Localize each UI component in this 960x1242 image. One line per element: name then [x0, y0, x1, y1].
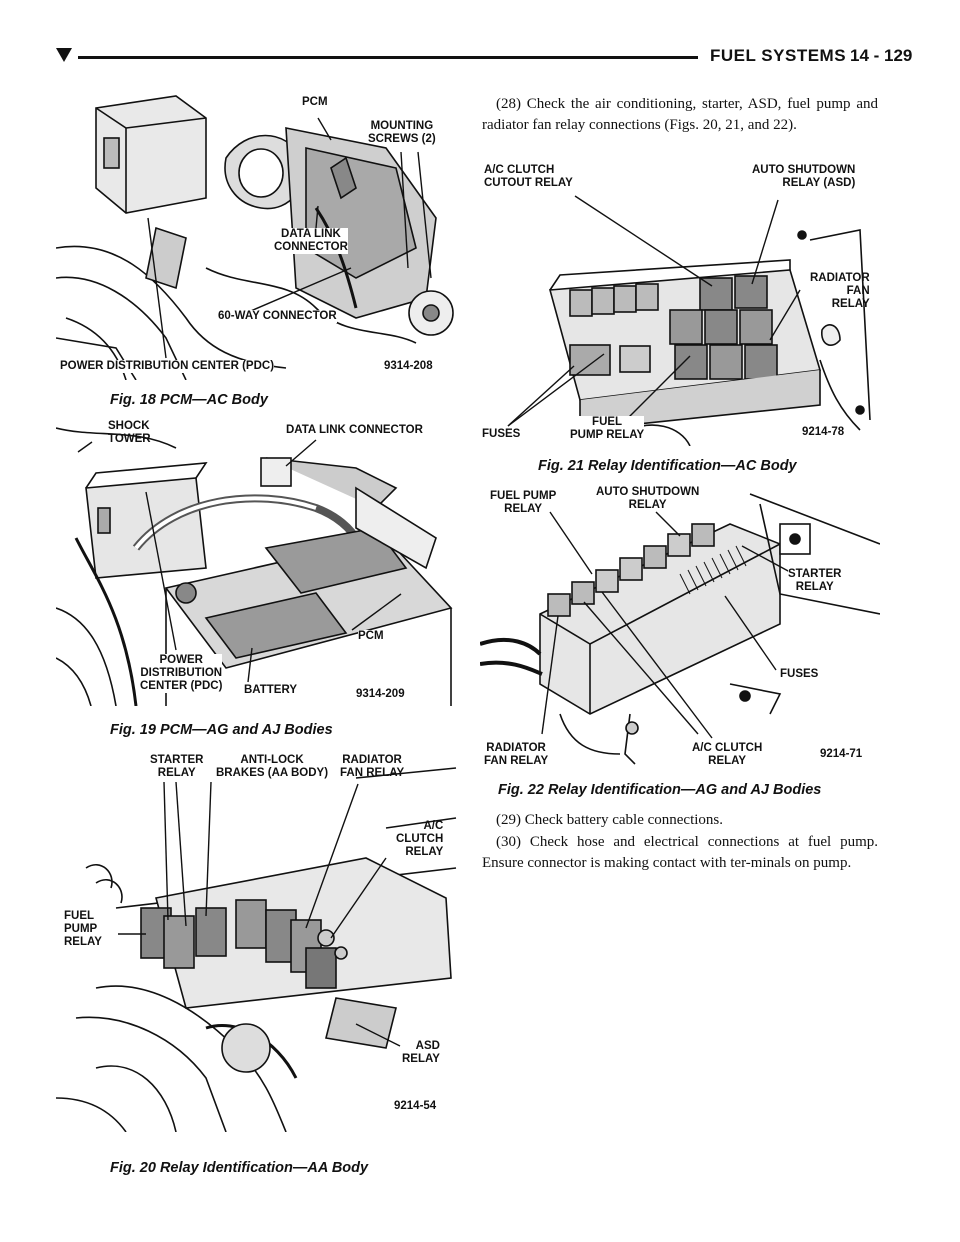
figure-22-illustration	[480, 484, 880, 774]
label-rad-line1: RADIATOR	[342, 754, 402, 766]
label-shock-tower	[108, 420, 151, 446]
label-rad-line3: RELAY	[831, 298, 870, 310]
label-shock-line2: TOWER	[108, 433, 151, 445]
label-ac-line1: A/C CLUTCH	[484, 164, 555, 176]
label-mounting-screws	[368, 120, 436, 146]
label-ac-line1: A/C	[423, 820, 444, 832]
label-fuel-line1: FUEL	[64, 910, 95, 922]
label-starter-line1: STARTER	[788, 568, 842, 580]
label-starter-line1: STARTER	[150, 754, 204, 766]
figure-18-caption: Fig. 18 PCM—AC Body	[110, 392, 268, 408]
page-header	[56, 44, 913, 74]
label-auto-shutdown-relay	[752, 164, 855, 190]
label-fuel-pump-relay	[570, 416, 644, 442]
label-abs-line2: BRAKES (AA BODY)	[216, 767, 329, 779]
label-rad-line1: RADIATOR	[810, 272, 870, 284]
label-abs-line1: ANTI-LOCK	[240, 754, 304, 766]
header-rule	[78, 56, 698, 59]
label-60-way-connector: 60-WAY CONNECTOR	[218, 310, 337, 322]
label-dlc-line2: CONNECTOR	[274, 241, 348, 253]
label-radiator-fan-relay	[484, 742, 548, 768]
label-pdc-line3: CENTER (PDC)	[140, 680, 223, 692]
figure-20-caption: Fig. 20 Relay Identification—AA Body	[110, 1160, 369, 1176]
label-asd-line2: RELAY (ASD)	[782, 177, 856, 189]
section-marker-icon	[56, 48, 72, 62]
label-pdc-line2: DISTRIBUTION	[140, 667, 223, 679]
label-radiator-fan-relay	[810, 272, 870, 311]
figure-20-drawing	[56, 748, 462, 1132]
label-asd-line1: AUTO SHUTDOWN	[752, 164, 856, 176]
paragraph-30: (30) Check hose and electrical connections at fuel pump. Ensure connector is making contact with ter-minals on pump.	[482, 834, 878, 871]
label-fuel-line1: FUEL	[592, 416, 623, 428]
label-asd-line1: AUTO SHUTDOWN	[596, 486, 700, 498]
label-pcm: PCM	[358, 630, 384, 642]
figure-code: 9314-209	[356, 688, 405, 700]
label-rad-line2: FAN RELAY	[340, 767, 405, 779]
label-rad-line2: FAN	[846, 285, 870, 297]
label-mounting-line2: SCREWS (2)	[368, 133, 436, 145]
label-starter-relay	[788, 568, 841, 594]
figure-18-illustration	[56, 88, 462, 380]
label-starter-line2: RELAY	[157, 767, 196, 779]
label-fuel-line2: PUMP	[64, 923, 98, 935]
label-battery: BATTERY	[244, 684, 298, 696]
label-asd-line2: RELAY	[402, 1053, 440, 1065]
label-rad-line2: FAN RELAY	[484, 755, 549, 767]
label-fuel-pump-relay	[490, 490, 556, 516]
label-auto-shutdown-relay	[596, 486, 699, 512]
figure-code: 9314-208	[384, 360, 433, 372]
figure-22-drawing	[480, 484, 880, 774]
label-radiator-fan-relay	[340, 754, 404, 780]
label-fuses: FUSES	[780, 668, 819, 680]
label-pdc	[140, 654, 222, 693]
label-fuel-pump-relay	[64, 910, 102, 949]
label-asd-line2: RELAY	[628, 499, 667, 511]
label-fuel-line1: FUEL PUMP	[490, 490, 557, 502]
label-ac-clutch-relay	[396, 820, 443, 859]
label-anti-lock-brakes	[216, 754, 328, 780]
label-ac-line3: RELAY	[405, 846, 444, 858]
label-starter-line2: RELAY	[795, 581, 834, 593]
label-fuel-line2: RELAY	[504, 503, 543, 515]
label-pdc: POWER DISTRIBUTION CENTER (PDC)	[60, 360, 275, 372]
figure-code: 9214-54	[394, 1100, 437, 1112]
figure-code: 9214-78	[802, 426, 845, 438]
figure-22-caption: Fig. 22 Relay Identification—AG and AJ Bodies	[498, 782, 822, 798]
figure-19-drawing	[56, 418, 462, 706]
figure-19-illustration	[56, 418, 462, 706]
label-data-link-connector: DATA LINK CONNECTOR	[286, 424, 423, 436]
label-ac-line2: CLUTCH	[396, 833, 444, 845]
label-ac-line2: CUTOUT RELAY	[484, 177, 573, 189]
label-asd-relay	[402, 1040, 440, 1066]
label-ac-clutch-relay	[692, 742, 762, 768]
label-pcm: PCM	[302, 96, 328, 108]
label-ac-line1: A/C CLUTCH	[692, 742, 763, 754]
paragraph-28: (28) Check the air conditioning, starter, ASD, fuel pump and radiator fan relay connections (Figs. 20, 21, and 22).	[482, 96, 878, 133]
label-dlc-line1: DATA LINK	[281, 228, 341, 240]
label-fuel-line3: RELAY	[64, 936, 102, 948]
label-ac-clutch-cutout-relay	[484, 164, 573, 190]
label-rad-line1: RADIATOR	[486, 742, 546, 754]
figure-19-caption: Fig. 19 PCM—AG and AJ Bodies	[110, 722, 333, 738]
label-fuses: FUSES	[482, 428, 521, 440]
label-shock-line1: SHOCK	[108, 420, 150, 432]
label-asd-line1: ASD	[415, 1040, 440, 1052]
figure-20-illustration	[56, 748, 462, 1132]
label-mounting-line1: MOUNTING	[370, 120, 434, 132]
label-fuel-line2: PUMP RELAY	[570, 429, 645, 441]
label-starter-relay	[150, 754, 203, 780]
figure-code: 9214-71	[820, 748, 863, 760]
figure-21-caption: Fig. 21 Relay Identification—AC Body	[538, 458, 797, 474]
paragraph-29: (29) Check battery cable connections.	[496, 812, 723, 828]
label-data-link-connector	[274, 228, 348, 254]
label-pdc-line1: POWER	[159, 654, 203, 666]
page-number: 14 - 129	[850, 46, 913, 65]
label-ac-line2: RELAY	[708, 755, 747, 767]
figure-21-illustration	[480, 160, 880, 446]
section-title: FUEL SYSTEMS	[710, 46, 847, 65]
